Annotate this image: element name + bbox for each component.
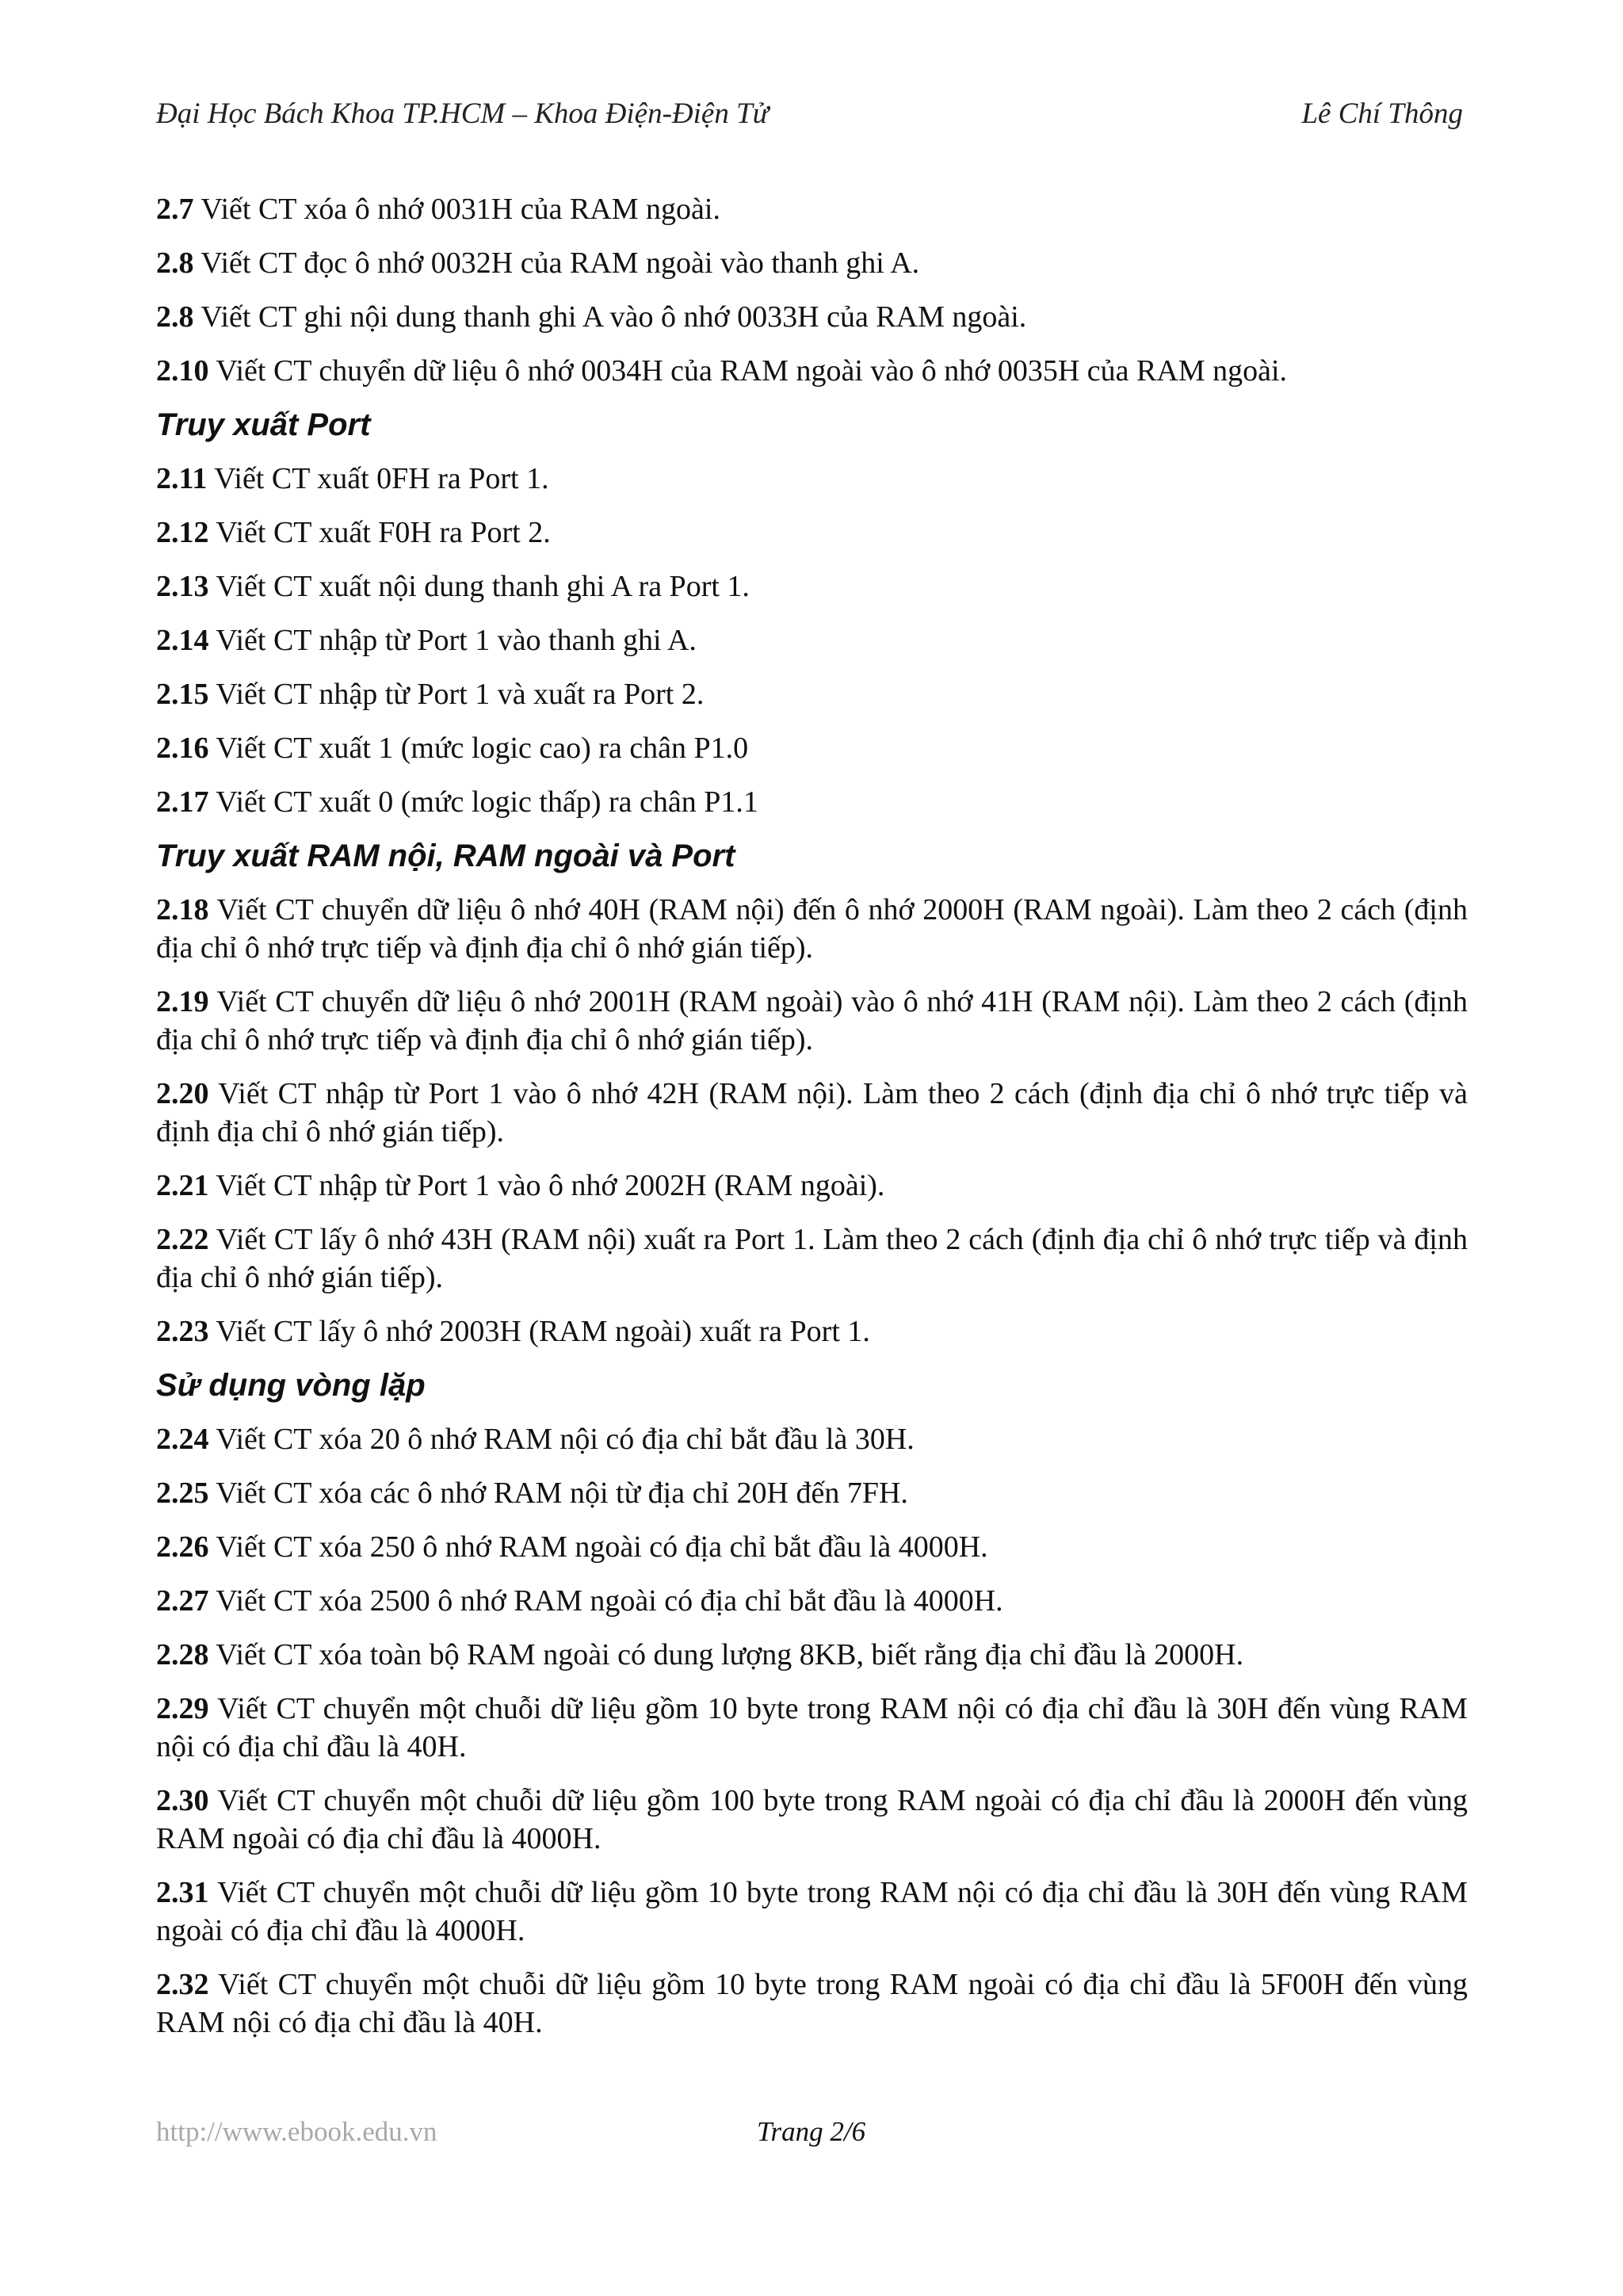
exercise-text: Viết CT xóa toàn bộ RAM ngoài có dung lượng 8KB, biết rằng địa chỉ đầu là 2000H. [208, 1638, 1244, 1671]
exercise-text: Viết CT xuất nội dung thanh ghi A ra Port 1. [208, 570, 750, 603]
exercise-text: Viết CT xuất 1 (mức logic cao) ra chân P1.0 [208, 732, 749, 765]
exercise-number: 2.15 [156, 678, 209, 711]
exercise-number: 2.7 [156, 193, 194, 226]
exercise-text: Viết CT chuyển một chuỗi dữ liệu gồm 10 byte trong RAM nội có địa chỉ đầu là 30H đến vùng RAM ngoài có địa chỉ đầu là 4000H. [156, 1876, 1468, 1947]
exercise-text: Viết CT chuyển dữ liệu ô nhớ 40H (RAM nội) đến ô nhớ 2000H (RAM ngoài). Làm theo 2 cách (định địa chỉ ô nhớ trực tiếp và định địa chỉ ô nhớ gián tiếp). [156, 893, 1468, 965]
exercise-item [156, 1782, 1468, 1858]
exercise-number: 2.11 [156, 462, 208, 495]
exercise-text: Viết CT nhập từ Port 1 vào ô nhớ 2002H (RAM ngoài). [208, 1169, 885, 1202]
section-heading: Truy xuất RAM nội, RAM ngoài và Port [156, 839, 735, 873]
exercise-number: 2.25 [156, 1477, 209, 1510]
exercise-text: Viết CT xuất F0H ra Port 2. [208, 516, 551, 549]
exercise-item [156, 891, 1468, 967]
exercise-item [156, 190, 1468, 228]
exercise-text: Viết CT xóa 20 ô nhớ RAM nội có địa chỉ bắt đầu là 30H. [208, 1423, 915, 1456]
exercise-number: 2.31 [156, 1876, 209, 1909]
exercise-text: Viết CT đọc ô nhớ 0032H của RAM ngoài vào thanh ghi A. [193, 246, 920, 280]
exercise-number: 2.8 [156, 246, 194, 280]
exercise-item [156, 1420, 1468, 1458]
exercise-number: 2.18 [156, 893, 209, 926]
exercise-text: Viết CT xóa 2500 ô nhớ RAM ngoài có địa chỉ bắt đầu là 4000H. [208, 1584, 1003, 1618]
exercise-text: Viết CT chuyển dữ liệu ô nhớ 2001H (RAM ngoài) vào ô nhớ 41H (RAM nội). Làm theo 2 cách (định địa chỉ ô nhớ trực tiếp và định địa chỉ ô nhớ gián tiếp). [156, 985, 1468, 1056]
exercise-number: 2.10 [156, 354, 209, 388]
exercise-item [156, 1474, 1468, 1512]
section-heading: Sử dụng vòng lặp [156, 1368, 426, 1403]
exercise-text: Viết CT chuyển một chuỗi dữ liệu gồm 100 byte trong RAM ngoài có địa chỉ đầu là 2000H đến vùng RAM ngoài có địa chỉ đầu là 4000H. [156, 1784, 1468, 1855]
exercise-text: Viết CT lấy ô nhớ 2003H (RAM ngoài) xuất ra Port 1. [208, 1315, 870, 1348]
exercise-text: Viết CT chuyển một chuỗi dữ liệu gồm 10 byte trong RAM nội có địa chỉ đầu là 30H đến vùng RAM nội có địa chỉ đầu là 40H. [156, 1692, 1468, 1763]
exercise-number: 2.14 [156, 624, 209, 657]
exercise-number: 2.17 [156, 785, 209, 819]
exercise-item [156, 1167, 1468, 1205]
exercise-number: 2.23 [156, 1315, 209, 1348]
exercise-number: 2.22 [156, 1223, 209, 1256]
header-right: Lê Chí Thông [1301, 97, 1463, 130]
exercise-item [156, 244, 1468, 282]
exercise-item [156, 1582, 1468, 1620]
header-left: Đại Học Bách Khoa TP.HCM – Khoa Điện-Điện Tử [156, 97, 769, 130]
exercise-item [156, 352, 1468, 390]
exercise-item [156, 1528, 1468, 1566]
exercise-number: 2.27 [156, 1584, 209, 1618]
exercise-number: 2.30 [156, 1784, 209, 1817]
exercise-item [156, 1874, 1468, 1950]
exercise-item [156, 1690, 1468, 1766]
exercise-item [156, 460, 1468, 498]
exercise-item [156, 567, 1468, 606]
exercise-text: Viết CT ghi nội dung thanh ghi A vào ô nhớ 0033H của RAM ngoài. [193, 300, 1027, 334]
exercise-text: Viết CT nhập từ Port 1 vào ô nhớ 42H (RAM nội). Làm theo 2 cách (định địa chỉ ô nhớ trực tiếp và định địa chỉ ô nhớ gián tiếp). [156, 1077, 1468, 1148]
exercise-item [156, 675, 1468, 713]
exercise-item [156, 1221, 1468, 1297]
exercise-item [156, 1966, 1468, 2042]
exercise-text: Viết CT xóa ô nhớ 0031H của RAM ngoài. [193, 193, 720, 226]
exercise-text: Viết CT chuyển dữ liệu ô nhớ 0034H của RAM ngoài vào ô nhớ 0035H của RAM ngoài. [208, 354, 1288, 388]
exercise-number: 2.16 [156, 732, 209, 765]
exercise-text: Viết CT xóa các ô nhớ RAM nội từ địa chỉ 20H đến 7FH. [208, 1477, 908, 1510]
exercise-text: Viết CT xuất 0 (mức logic thấp) ra chân P1.1 [208, 785, 758, 819]
exercise-text: Viết CT xuất 0FH ra Port 1. [207, 462, 549, 495]
exercise-text: Viết CT nhập từ Port 1 và xuất ra Port 2. [208, 678, 705, 711]
exercise-text: Viết CT xóa 250 ô nhớ RAM ngoài có địa chỉ bắt đầu là 4000H. [208, 1530, 988, 1564]
exercise-number: 2.26 [156, 1530, 209, 1564]
exercise-list [156, 190, 1468, 2057]
section-heading: Truy xuất Port [156, 407, 371, 442]
exercise-text: Viết CT chuyển một chuỗi dữ liệu gồm 10 byte trong RAM ngoài có địa chỉ đầu là 5F00H đến vùng RAM nội có địa chỉ đầu là 40H. [156, 1968, 1468, 2039]
exercise-item [156, 1312, 1468, 1350]
exercise-number: 2.21 [156, 1169, 209, 1202]
exercise-number: 2.29 [156, 1692, 209, 1725]
exercise-item [156, 621, 1468, 659]
footer-url[interactable]: http://www.ebook.edu.vn [156, 2116, 437, 2147]
exercise-number: 2.32 [156, 1968, 209, 2001]
exercise-number: 2.13 [156, 570, 209, 603]
exercise-number: 2.20 [156, 1077, 209, 1110]
exercise-item [156, 1075, 1468, 1151]
exercise-item [156, 783, 1468, 821]
exercise-number: 2.8 [156, 300, 194, 334]
exercise-item [156, 1636, 1468, 1674]
exercise-number: 2.28 [156, 1638, 209, 1671]
exercise-item [156, 983, 1468, 1059]
exercise-text: Viết CT lấy ô nhớ 43H (RAM nội) xuất ra Port 1. Làm theo 2 cách (định địa chỉ ô nhớ trực tiếp và định địa chỉ ô nhớ gián tiếp). [156, 1223, 1468, 1294]
page-number: Trang 2/6 [757, 2116, 866, 2147]
exercise-number: 2.12 [156, 516, 209, 549]
exercise-item [156, 729, 1468, 767]
exercise-number: 2.24 [156, 1423, 209, 1456]
exercise-item [156, 298, 1468, 336]
exercise-number: 2.19 [156, 985, 209, 1018]
exercise-text: Viết CT nhập từ Port 1 vào thanh ghi A. [208, 624, 697, 657]
exercise-item [156, 514, 1468, 552]
